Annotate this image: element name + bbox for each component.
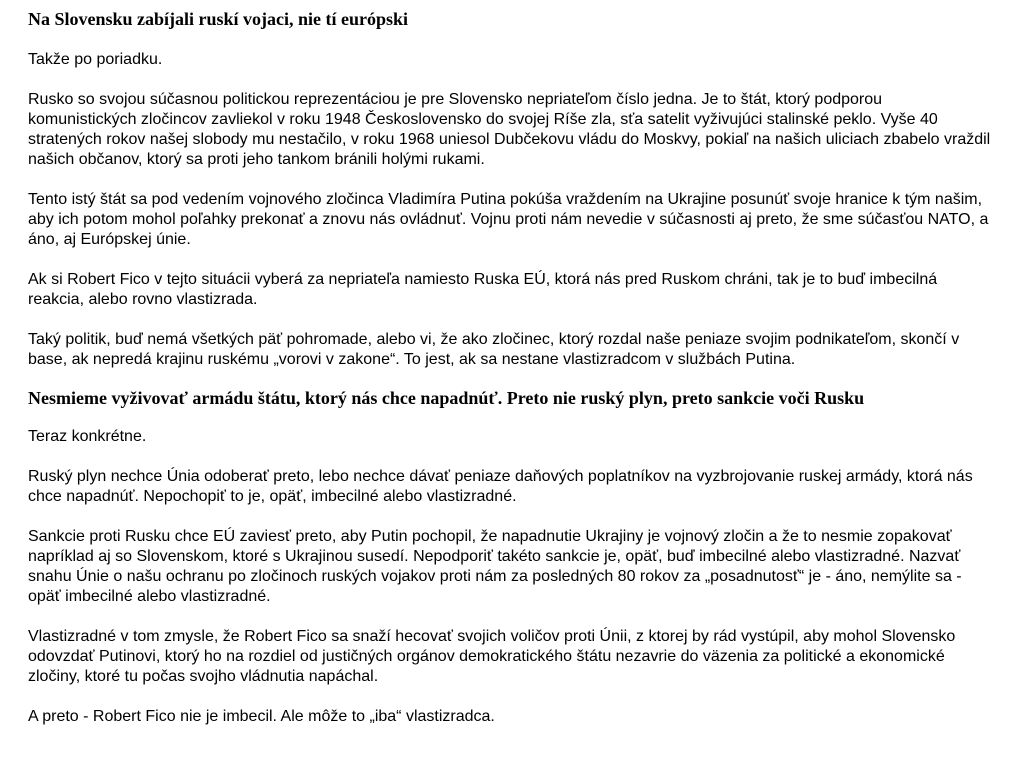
paragraph: Sankcie proti Rusku chce EÚ zaviesť preto, aby Putin pochopil, že napadnutie Ukrajiny je vojnový zločin a že to nesmie zopakovať napríklad aj so Slovenskom, ktoré s Ukrajinou susedí. Nepodporiť takéto sankcie je, opäť, buď imbecilné alebo vlastizradné. Nazvať snahu Únie o našu ochranu po zločinoch ruských vojakov proti nám za posledných 80 rokov za „posadnutosť“ je - áno, nemýlite sa - opäť imbecilné alebo vlastizradné. (28, 528, 962, 605)
paragraph: Takže po poriadku. (28, 51, 163, 68)
paragraph: Rusko so svojou súčasnou politickou reprezentáciou je pre Slovensko nepriateľom číslo jedna. Je to štát, ktorý podporou komunistických zločincov zavliekol v roku 1948 Československo do svojej Ríše zla, sťa satelit vyživujúci stalinské peklo. Vyše 40 stratených rokov našej slobody mu nestačilo, v roku 1968 uniesol Dubčekovu vládu do Moskvy, pokiaľ na našich uliciach zbabelo vraždil našich občanov, ktorý sa proti jeho tankom bránili holými rukami. (28, 91, 991, 168)
article-heading: Na Slovensku zabíjali ruskí vojaci, nie tí európski (28, 9, 409, 29)
paragraph: Ak si Robert Fico v tejto situácii vyberá za nepriateľa namiesto Ruska EÚ, ktorá nás pred Ruskom chráni, tak je to buď imbecilná reakcia, alebo rovno vlastizrada. (28, 271, 938, 308)
paragraph: Ruský plyn nechce Únia odoberať preto, lebo nechce dávať peniaze daňových poplatníkov na vyzbrojovanie ruskej armády, ktorá nás chce napadnúť. Nepochopiť to je, opäť, imbecilné alebo vlastizradné. (28, 468, 973, 505)
paragraph: Teraz konkrétne. (28, 428, 147, 445)
paragraph: A preto - Robert Fico nie je imbecil. Ale môže to „iba“ vlastizradca. (28, 708, 495, 725)
paragraph: Vlastizradné v tom zmysle, že Robert Fico sa snaží hecovať svojich voličov proti Únii, z ktorej by rád vystúpil, aby mohol Slovensko odovzdať Putinovi, ktorý ho na rozdiel od justičných orgánov demokratického štátu nezavrie do väzenia za politické a ekonomické zločiny, ktoré tu počas svojho vládnutia napáchal. (28, 628, 956, 685)
paragraph: Tento istý štát sa pod vedením vojnového zločinca Vladimíra Putina pokúša vraždením na Ukrajine posunúť svoje hranice k tým našim, aby ich potom mohol poľahky prekonať a znovu nás ovládnuť. Vojnu proti nám nevedie v súčasnosti aj preto, že sme súčasťou NATO, a áno, aj Európskej únie. (28, 191, 989, 248)
paragraph: Taký politik, buď nemá všetkých päť pohromade, alebo vi, že ako zločinec, ktorý rozdal naše peniaze svojim podnikateľom, skončí v base, ak nepredá krajinu ruskému „vorovi v zakone“. To jest, ak sa nestane vlastizradcom v službách Putina. (28, 331, 960, 368)
section-heading: Nesmieme vyživovať armádu štátu, ktorý nás chce napadnúť. Preto nie ruský plyn, preto sankcie voči Rusku (28, 388, 865, 408)
